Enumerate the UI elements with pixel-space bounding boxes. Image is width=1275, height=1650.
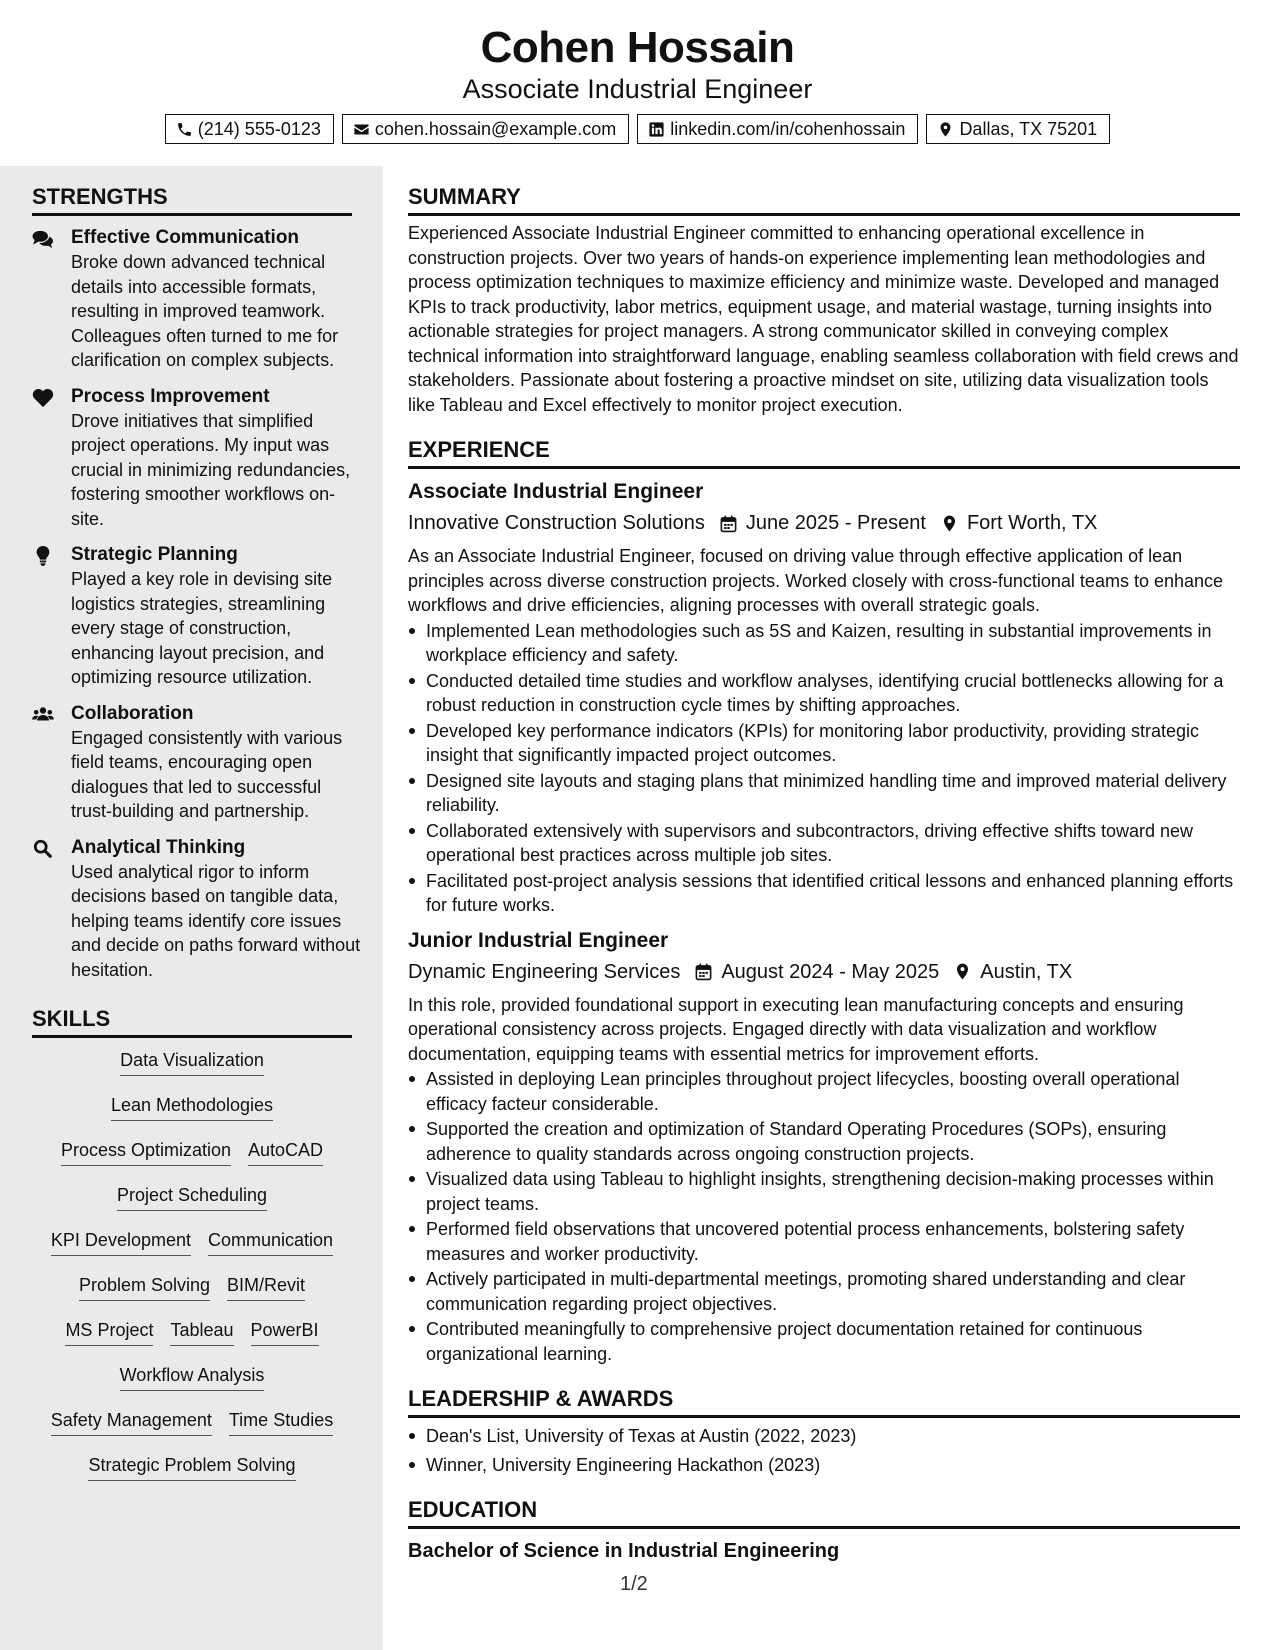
job-description: As an Associate Industrial Engineer, focused on driving value through effective application of lean principles across diverse construction projects. Worked closely with cross-functional teams to enhance workflows and drive efficiencies, aligning processes with overall strategic goals.	[408, 546, 1224, 615]
bullet-item: Performed field observations that uncovered potential process enhancements, bolstering safety measures and worker productivity.	[408, 1217, 1240, 1266]
award-item: Dean's List, University of Texas at Austin (2022, 2023)	[408, 1424, 1240, 1449]
strength-title: Analytical Thinking	[71, 836, 246, 858]
sidebar	[0, 166, 383, 1650]
strength-item	[32, 543, 362, 690]
email-text: cohen.hossain@example.com	[374, 118, 617, 139]
job-dates: June 2025 - Present	[745, 512, 926, 534]
bullet-item: Facilitated post-project analysis sessions that identified critical lessons and enhanced planning efforts for future works.	[408, 869, 1240, 918]
contact-phone[interactable]	[165, 114, 334, 144]
strengths-list	[32, 226, 362, 982]
location-text: Dallas, TX 75201	[959, 118, 1098, 139]
awards-heading: LEADERSHIP & AWARDS	[408, 1368, 1240, 1418]
skill-row	[32, 1363, 352, 1408]
skill-tag: Communication	[208, 1228, 333, 1256]
skill-row	[32, 1048, 352, 1093]
skill-tag: Lean Methodologies	[111, 1093, 273, 1121]
job-location: Austin, TX	[980, 960, 1073, 983]
candidate-name: Cohen Hossain	[480, 23, 795, 72]
job-bullets	[408, 619, 1240, 918]
skill-tag: AutoCAD	[248, 1138, 323, 1166]
skill-row	[32, 1408, 352, 1453]
strength-item	[32, 702, 362, 824]
contact-linkedin[interactable]	[637, 114, 918, 144]
lightbulb-icon	[32, 546, 54, 566]
map-marker-icon	[940, 514, 959, 533]
job-location: Fort Worth, TX	[966, 512, 1098, 534]
strength-title: Strategic Planning	[71, 544, 238, 565]
strength-desc: Engaged consistently with various field teams, encouraging open dialogues that led to successful trust-building and partnership.	[71, 727, 343, 821]
bullet-item: Supported the creation and optimization of Standard Operating Procedures (SOPs), ensuring adherence to quality standards across ongoing construction projects.	[408, 1117, 1240, 1166]
strength-desc: Broke down advanced technical details into accessible formats, resulting in improved teamwork. Colleagues often turned to me for clarification on complex subjects.	[71, 252, 339, 370]
skill-tag: Strategic Problem Solving	[88, 1453, 295, 1481]
education-heading: EDUCATION	[408, 1479, 1240, 1529]
skill-tag: Problem Solving	[79, 1273, 210, 1301]
map-marker-icon	[953, 962, 972, 981]
bullet-item: Implemented Lean methodologies such as 5S and Kaizen, resulting in substantial improvements in workplace efficiency and safety.	[408, 619, 1240, 668]
education-degree: Bachelor of Science in Industrial Engineering	[408, 1540, 840, 1562]
strengths-heading: STRENGTHS	[32, 166, 352, 216]
skill-tag: PowerBI	[251, 1318, 319, 1346]
bullet-item: Conducted detailed time studies and workflow analyses, identifying crucial bottlenecks allowing for a robust reduction in construction cycle times by shifting approaches.	[408, 669, 1240, 718]
skills-list	[32, 1048, 352, 1498]
linkedin-text: linkedin.com/in/cohenhossain	[670, 118, 906, 139]
job-description: In this role, provided foundational support in executing lean manufacturing concepts and ensuring operational consistency across projects. Engaged directly with data visualization and workflow documentation, equipping teams with essential metrics for improvement efforts.	[408, 994, 1184, 1064]
comments-icon	[32, 229, 54, 249]
strength-title: Collaboration	[71, 702, 194, 724]
skill-tag: Safety Management	[51, 1408, 212, 1436]
skill-tag: Project Scheduling	[117, 1183, 267, 1211]
calendar-icon	[719, 514, 738, 533]
bullet-item: Visualized data using Tableau to highlight insights, strengthening decision-making processes within project teams.	[408, 1167, 1240, 1216]
job-meta	[408, 508, 1240, 538]
search-icon	[32, 839, 54, 859]
strength-title: Effective Communication	[71, 227, 300, 248]
award-item: Winner, University Engineering Hackathon (2023)	[408, 1453, 1240, 1478]
bullet-item: Designed site layouts and staging plans that minimized handling time and improved material delivery reliability.	[408, 769, 1240, 818]
envelope-icon	[353, 121, 370, 138]
job-entry	[408, 477, 1240, 918]
experience-heading: EXPERIENCE	[408, 419, 1240, 469]
job-company: Dynamic Engineering Services	[408, 960, 681, 983]
linkedin-icon	[648, 121, 665, 138]
job-company: Innovative Construction Solutions	[408, 512, 705, 534]
skills-heading: SKILLS	[32, 988, 352, 1038]
heart-icon	[32, 388, 54, 408]
skill-tag: BIM/Revit	[227, 1273, 305, 1301]
awards-list	[408, 1424, 1240, 1477]
page-number: 1/2	[620, 1573, 648, 1595]
contact-bar	[0, 114, 1275, 144]
skill-row	[32, 1138, 352, 1183]
main-content	[408, 166, 1240, 1565]
candidate-title: Associate Industrial Engineer	[462, 74, 813, 104]
summary-heading: SUMMARY	[408, 166, 1240, 216]
skill-row	[32, 1273, 352, 1318]
strength-item	[32, 226, 362, 373]
skill-row	[32, 1228, 352, 1273]
job-dates: August 2024 - May 2025	[721, 960, 940, 983]
contact-email[interactable]	[342, 114, 629, 144]
bullet-item: Contributed meaningfully to comprehensive project documentation retained for continuous organizational learning.	[408, 1317, 1240, 1366]
strength-desc: Drove initiatives that simplified project operations. My input was crucial in minimizing redundancies, fostering smoother workflows on-site.	[71, 410, 351, 529]
bullet-item: Collaborated extensively with supervisors and subcontractors, driving effective shifts toward new operational best practices across multiple job sites.	[408, 819, 1240, 868]
job-title: Associate Industrial Engineer	[408, 480, 704, 503]
strength-item	[32, 836, 362, 983]
skill-tag: KPI Development	[51, 1228, 191, 1256]
skill-tag: Time Studies	[229, 1408, 333, 1436]
skill-row	[32, 1453, 352, 1498]
summary-text: Experienced Associate Industrial Engineer committed to enhancing operational excellence in construction projects. Over two years of hands-on experience implementing lean methodologies and process optimization techniques to maximize efficiency and minimize waste. Developed and managed KPIs to track productivity, labor metrics, equipment usage, and material wastage, turning insights into actionable strategies for project managers. A strong communicator skilled in conveying complex technical information into straightforward language, enabling seamless collaboration with field crews and stakeholders. Passionate about fostering a proactive mindset on site, utilizing data visualization tools like Tableau and Excel effectively to monitor project execution.	[408, 223, 1239, 415]
strength-item	[32, 385, 362, 532]
skill-tag: Process Optimization	[61, 1138, 231, 1166]
skill-row	[32, 1183, 352, 1228]
skill-row	[32, 1318, 352, 1363]
strength-desc: Used analytical rigor to inform decisions based on tangible data, helping teams identify core issues and decide on paths forward without hesitation.	[71, 861, 361, 980]
contact-location[interactable]	[926, 114, 1110, 144]
calendar-icon	[694, 962, 713, 981]
skill-row	[32, 1093, 352, 1138]
bullet-item: Assisted in deploying Lean principles throughout project lifecycles, boosting overall operational efficacy facteur considerable.	[408, 1067, 1240, 1116]
bullet-item: Developed key performance indicators (KPIs) for monitoring labor productivity, providing strategic insight that significantly impacted project outcomes.	[408, 719, 1240, 768]
users-icon	[32, 705, 54, 725]
phone-text: (214) 555-0123	[197, 118, 321, 139]
phone-icon	[176, 121, 193, 138]
strength-desc: Played a key role in devising site logistics strategies, streamlining every stage of construction, enhancing layout precision, and optimizing resource utilization.	[71, 569, 333, 687]
strength-title: Process Improvement	[71, 385, 270, 407]
map-marker-icon	[937, 121, 954, 138]
job-meta	[408, 957, 1240, 987]
skill-tag: MS Project	[65, 1318, 153, 1346]
skill-tag: Data Visualization	[120, 1048, 264, 1076]
bullet-item: Actively participated in multi-departmental meetings, promoting shared understanding and clear communication regarding project objectives.	[408, 1267, 1240, 1316]
job-bullets	[408, 1067, 1240, 1366]
job-entry	[408, 926, 1240, 1367]
skill-tag: Workflow Analysis	[120, 1363, 265, 1391]
skill-tag: Tableau	[170, 1318, 233, 1346]
job-title: Junior Industrial Engineer	[408, 928, 669, 952]
